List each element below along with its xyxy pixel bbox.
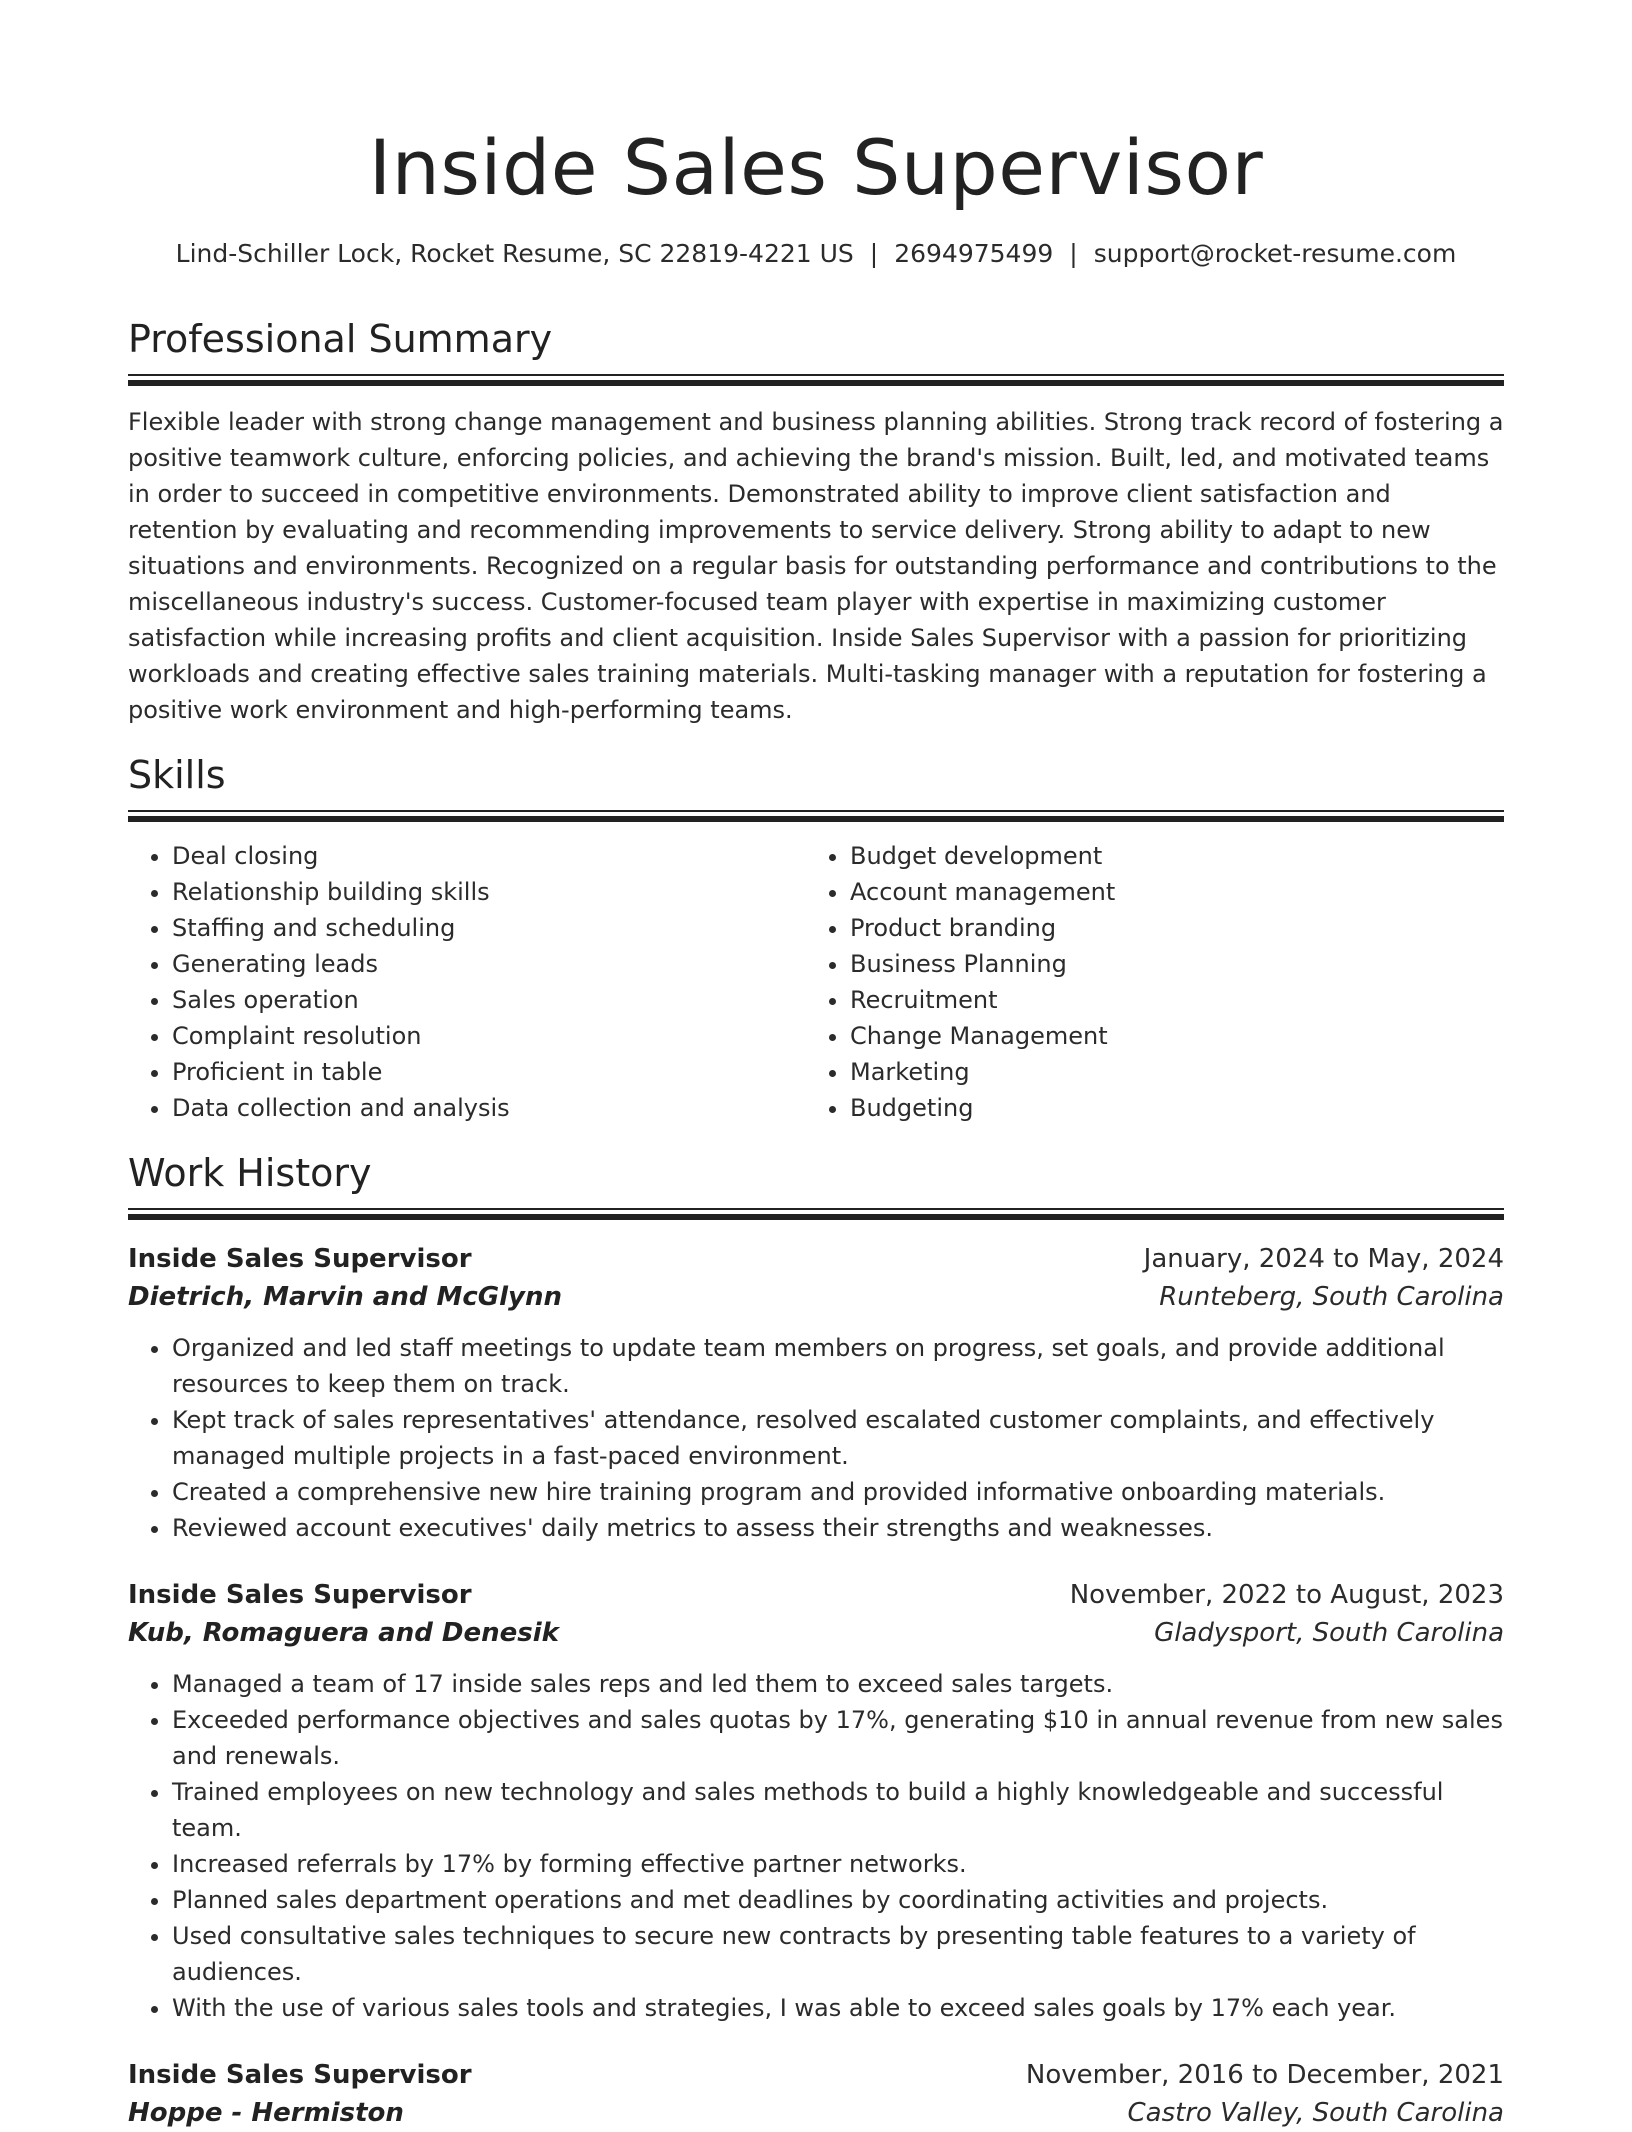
job-company-row <box>128 2094 1504 2132</box>
job-bullet: • Reviewed account executives' daily metrics to assess their strengths and weaknesses. <box>172 1510 1504 1546</box>
job-bullet: • Organized and led staff meetings to update team members on progress, set goals, and provide additional resources to keep them on track. <box>172 1330 1504 1402</box>
contact-separator: | <box>869 239 879 268</box>
contact-separator: | <box>1069 239 1078 268</box>
job-dates: January, 2024 to May, 2024 <box>1143 1244 1504 1274</box>
job-title: Inside Sales Supervisor <box>128 2060 472 2090</box>
skill-item: • Recruitment <box>850 982 1484 1018</box>
job-bullets <box>128 1330 1504 1546</box>
skill-item: • Generating leads <box>172 946 806 982</box>
job-bullet: • Kept track of sales representatives' attendance, resolved escalated customer complaints, and effectively managed multiple projects in a fast-paced environment. <box>172 1402 1504 1474</box>
job-entry <box>128 2056 1504 2132</box>
skill-item: • Budgeting <box>850 1090 1484 1126</box>
page-title: Inside Sales Supervisor <box>368 123 1264 212</box>
job-location: Gladysport, South Carolina <box>1154 1618 1504 1648</box>
skill-item: • Relationship building skills <box>172 874 806 910</box>
job-location: Runteberg, South Carolina <box>1159 1282 1504 1312</box>
job-company: Hoppe - Hermiston <box>128 2098 404 2128</box>
job-bullet: • Managed a team of 17 inside sales reps and led them to exceed sales targets. <box>172 1666 1504 1702</box>
job-bullet: • Used consultative sales techniques to secure new contracts by presenting table features to a variety of audiences. <box>172 1918 1504 1990</box>
contact-address: Lind-Schiller Lock, Rocket Resume, SC 22819-4221 US <box>175 239 854 268</box>
job-bullet: • Exceeded performance objectives and sales quotas by 17%, generating $10 in annual revenue from new sales and renewals. <box>172 1702 1504 1774</box>
job-dates: November, 2016 to December, 2021 <box>1025 2060 1504 2090</box>
summary-text: Flexible leader with strong change management and business planning abilities. Strong track record of fostering a positive teamwork culture, enforcing policies, and achieving the brand's mission. Built, led, and motivated teams in order to succeed in competitive environments. Demonstrated ability to improve client satisfaction and retention by evaluating and recommending improvements to service delivery. Strong ability to adapt to new situations and environments. Recognized on a regular basis for outstanding performance and contributions to the miscellaneous industry's success. Customer-focused team player with expertise in maximizing customer satisfaction while increasing profits and client acquisition. Inside Sales Supervisor with a passion for prioritizing workloads and creating effective sales training materials. Multi-tasking manager with a reputation for fostering a positive work environment and high-performing teams. <box>128 408 1504 724</box>
job-list <box>128 1240 1504 2132</box>
skill-item: • Data collection and analysis <box>172 1090 806 1126</box>
job-bullets <box>128 1666 1504 2026</box>
skill-item: • Account management <box>850 874 1484 910</box>
job-entry <box>128 1240 1504 1546</box>
skills-section <box>128 752 1504 1126</box>
job-bullet: • With the use of various sales tools and strategies, I was able to exceed sales goals by 17% each year. <box>172 1990 1504 2026</box>
job-dates: November, 2022 to August, 2023 <box>1069 1580 1504 1610</box>
job-location: Castro Valley, South Carolina <box>1127 2098 1504 2128</box>
job-bullet: • Increased referrals by 17% by forming effective partner networks. <box>172 1846 1504 1882</box>
job-bullet: • Trained employees on new technology and sales methods to build a highly knowledgeable and successful team. <box>172 1774 1504 1846</box>
skill-item: • Change Management <box>850 1018 1484 1054</box>
skill-item: • Proficient in table <box>172 1054 806 1090</box>
section-divider <box>128 1208 1504 1220</box>
job-company-row <box>128 1614 1504 1652</box>
contact-email: support@rocket-resume.com <box>1093 239 1457 268</box>
section-divider <box>128 810 1504 822</box>
job-company-row <box>128 1278 1504 1316</box>
job-header-row <box>128 2056 1504 2094</box>
skill-item: • Deal closing <box>172 838 806 874</box>
skill-item: • Staffing and scheduling <box>172 910 806 946</box>
skill-item: • Sales operation <box>172 982 806 1018</box>
contact-phone: 2694975499 <box>894 239 1054 268</box>
job-company: Dietrich, Marvin and McGlynn <box>128 1282 563 1312</box>
skill-item: • Business Planning <box>850 946 1484 982</box>
contact-line <box>128 238 1504 270</box>
job-title: Inside Sales Supervisor <box>128 1580 472 1610</box>
skills-list-right <box>806 838 1484 1126</box>
job-company: Kub, Romaguera and Denesik <box>128 1618 559 1648</box>
job-header-row <box>128 1240 1504 1278</box>
job-header-row <box>128 1576 1504 1614</box>
section-heading-summary: Professional Summary <box>128 317 553 361</box>
summary-section <box>128 316 1504 728</box>
job-bullet: • Planned sales department operations and met deadlines by coordinating activities and projects. <box>172 1882 1504 1918</box>
job-entry <box>128 1576 1504 2026</box>
skill-item: • Marketing <box>850 1054 1484 1090</box>
skills-columns <box>128 838 1504 1126</box>
skills-list-left <box>128 838 806 1126</box>
resume-page <box>128 0 1504 2132</box>
skill-item: • Budget development <box>850 838 1484 874</box>
skill-item: • Complaint resolution <box>172 1018 806 1054</box>
section-heading-work: Work History <box>128 1151 372 1195</box>
section-divider <box>128 374 1504 386</box>
section-heading-skills: Skills <box>128 753 226 797</box>
job-bullet: • Created a comprehensive new hire training program and provided informative onboarding materials. <box>172 1474 1504 1510</box>
skill-item: • Product branding <box>850 910 1484 946</box>
work-section <box>128 1150 1504 2132</box>
job-title: Inside Sales Supervisor <box>128 1244 472 1274</box>
